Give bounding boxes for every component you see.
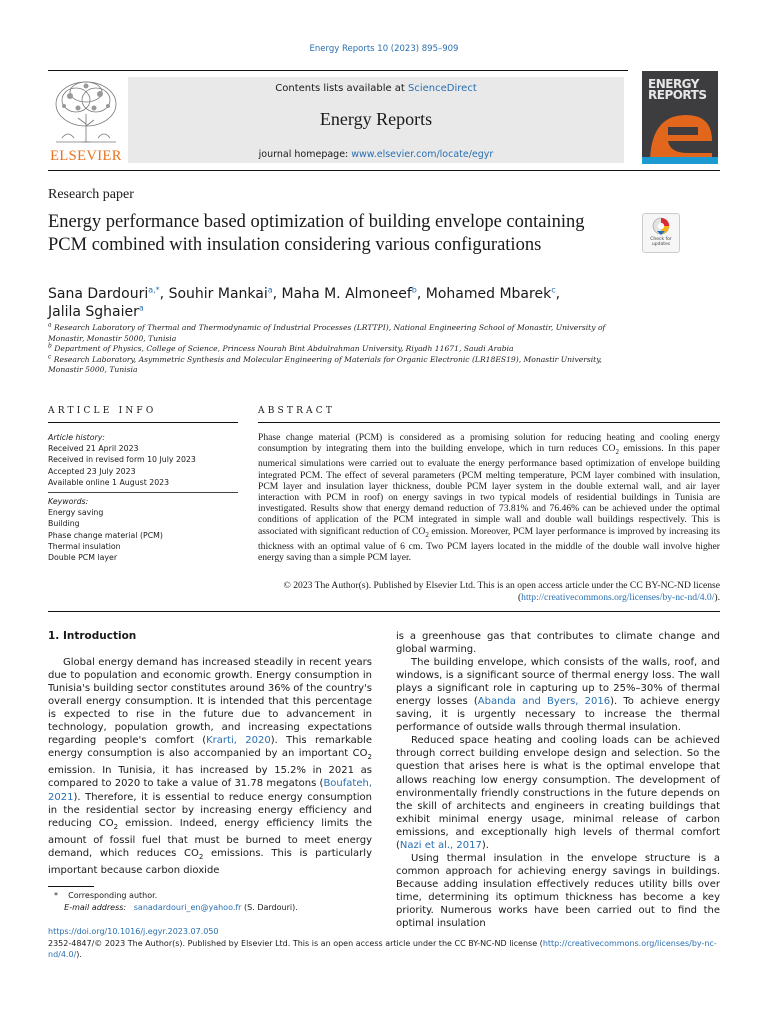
abstract-heading: ABSTRACT: [258, 406, 336, 416]
paragraph: [396, 656, 720, 734]
sciencedirect-link[interactable]: ScienceDirect: [408, 83, 477, 94]
citation-link[interactable]: Nazi et al., 2017: [399, 839, 482, 851]
affiliation-text: Department of Physics, College of Science, Princess Nourah Bint Abdulrahman University, Riyadh 11671, Saudi Arabia: [54, 344, 514, 353]
text: emissions. This is particularly important because carbon dioxide: [48, 847, 372, 876]
author-name[interactable]: Maha M. Almoneef: [281, 286, 412, 302]
author-name[interactable]: Sana Dardouri: [48, 286, 149, 302]
footnote-mark: *: [54, 891, 58, 900]
article-info-heading: ARTICLE INFO: [48, 406, 157, 416]
doi-footer: [48, 926, 720, 961]
subscript: 2: [425, 530, 429, 539]
text: ). Therefore, it is essential to reduce energy consumption in the residential sector by increasing energy efficiency and reducing CO: [48, 791, 372, 829]
article-type: Research paper: [48, 187, 134, 202]
author-affiliation-mark[interactable]: b: [411, 285, 417, 295]
affiliation-item: [48, 323, 608, 344]
keyword-item: Phase change material (PCM): [48, 530, 163, 540]
cover-title-line1: ENERGY: [648, 77, 699, 91]
history-divider: [48, 492, 238, 493]
history-item: Available online 1 August 2023: [48, 477, 170, 487]
text: emission. In Tunisia, it has increased by 15.2% in 2021 as compared to 2020 to take a value of 31.78 megatons (: [48, 765, 372, 790]
citation-link[interactable]: Krarti, 2020: [206, 735, 271, 747]
corresponding-author-note: [54, 890, 372, 902]
issn-text: 2352-4847/© 2023 The Author(s). Published by Elsevier Ltd. This is an open access article under the CC BY-NC-ND license (: [48, 938, 543, 948]
homepage-line: [128, 149, 624, 160]
author-name[interactable]: Mohamed Mbarek: [425, 286, 552, 302]
subscript: 2: [367, 753, 372, 762]
check-updates-icon: [652, 217, 670, 236]
history-label: Article history:: [48, 433, 105, 442]
keyword-item: Thermal insulation: [48, 541, 121, 551]
history-item: Received 21 April 2023: [48, 444, 139, 454]
affiliation-text: Research Laboratory, Asymmetric Synthesis and Molecular Engineering of Materials for Organic Electronic (LR18ES19), Monastir University, Monastir 5000, Tunisia: [48, 354, 602, 374]
author-affiliation-mark[interactable]: c: [551, 285, 556, 295]
footnote-rule: [48, 886, 94, 887]
article-info-rule: [48, 422, 238, 423]
license-end: ).: [714, 592, 720, 603]
check-updates-line2: updates: [651, 242, 671, 247]
abstract-bottom-rule: [48, 611, 720, 612]
abstract-license: [258, 580, 720, 604]
body-left-column: [48, 630, 372, 877]
text: Global energy demand has increased steadily in recent years due to population and economic growth. Energy consumption in Tunisia's building sector constitutes around 36% of the country's overall energy consumption. It is intended that this percentage is expected to rise in the future due to advancement in technology, population growth, and increasing expectations regarding people's comfort (: [48, 657, 372, 747]
history-item: Received in revised form 10 July 2023: [48, 455, 196, 465]
body-right-column: [396, 630, 720, 930]
elsevier-wordmark: ELSEVIER: [50, 148, 122, 164]
text: ). To achieve energy saving, it is urgently necessary to increase the thermal performance of outside walls through thermal insulation.: [396, 696, 721, 734]
subscript: 2: [198, 852, 204, 861]
keywords: [48, 496, 238, 563]
paragraph: [48, 656, 372, 877]
elsevier-logo: [48, 74, 124, 164]
subscript: 2: [113, 822, 119, 831]
cover-title: [648, 79, 714, 101]
keyword-item: Energy saving: [48, 508, 104, 518]
text: Reduced space heating and cooling loads can be achieved through correct building envelope design and selection. So the question that arises here is what is the optimal envelope that allows reaching low energy consumption. The development of environmentally friendly constructions in the future depends on the skill of architects and engineers in creating buildings that exhibit minimal energy usage, minimal release of carbon emissions, and exceptionally high levels of thermal comfort (: [396, 735, 720, 851]
corresponding-text: Corresponding author.: [68, 891, 158, 900]
keyword-item: Double PCM layer: [48, 553, 118, 563]
issn-license: [48, 938, 720, 961]
author-affiliation-mark[interactable]: a: [138, 303, 144, 313]
paragraph: [396, 734, 720, 851]
affiliation-mark: c: [48, 352, 52, 360]
check-updates-label: [643, 237, 679, 247]
email-label: E-mail address:: [64, 903, 127, 912]
author-name[interactable]: Souhir Mankai: [168, 286, 268, 302]
affiliation-mark: b: [48, 342, 52, 350]
journal-title[interactable]: Energy Reports: [319, 109, 433, 129]
abstract-part: emissions. In this paper numerical simulations were carried out to evaluate the energy performance based optimization of envelope building integrated PCM. The effect of several parameters (PCM melting temperature, PCM layer combined with insulation, PCM layer and insulation layer thickness, double PCM layer system in the double external wall, and air layer interaction with PCM in roof) on energy savings in two typical models of residential buildings in Tunisia are investigated. Results show that energy demand reduction of 73.81% and 76.46% can be achieved under the optimal conditions of application of the PCM integrated in simple wall and double wall buildings respectively. This is associated with significant reduction of CO: [258, 443, 720, 537]
footer-license-end: ).: [76, 950, 82, 959]
affiliation-item: [48, 344, 608, 355]
affiliation-text: Research Laboratory of Thermal and Thermodynamic of Industrial Processes (LRTTPI), National Engineering School of Monastir, University of Monastir, Monastir 5000, Tunisia: [48, 323, 606, 343]
check-updates-line1: Check for: [650, 237, 672, 242]
author-name[interactable]: Jalila Sghaier: [48, 304, 139, 320]
email-owner: (S. Dardouri).: [244, 903, 298, 912]
text: ).: [481, 839, 489, 851]
check-for-updates-badge[interactable]: [642, 213, 680, 253]
abstract-rule: [258, 422, 720, 423]
section-heading: 1. Introduction: [48, 630, 137, 642]
citation-link[interactable]: Abanda and Byers, 2016: [477, 696, 611, 708]
journal-cover-thumbnail[interactable]: [642, 71, 718, 164]
header-bottom-rule: [48, 170, 720, 171]
affiliation-mark: a: [48, 321, 52, 329]
journal-header-band: [128, 77, 624, 163]
text: emission. Indeed, energy efficiency limits the amount of fossil fuel that must be burned to meet energy demand, which reduces CO: [48, 817, 372, 859]
paragraph: Using thermal insulation in the envelope structure is a common approach for achieving energy savings in buildings. Because adding insulation effectively reduces utility bills over time, determining its optimum thickness has become a key priority. Numerous works have been carried out to find the optimal insulation: [396, 852, 720, 930]
author-list: Sana Dardouri$^{a,*}$, Souhir Mankai$^a$, Maha M. Almoneef$^b$, Mohamed Mbarek$^c$, Jalila Sghaier$^a$: [48, 285, 561, 320]
author-affiliation-mark[interactable]: a: [267, 285, 273, 295]
journal-homepage-link[interactable]: www.elsevier.com/locate/egyr: [351, 149, 494, 160]
text: The building envelope, which consists of the walls, roof, and windows, is a significant source of thermal energy loss. The wall plays a significant role in capturing up to 25%–30% of thermal energy losses (: [396, 657, 720, 708]
homepage-prefix: journal homepage:: [258, 149, 352, 160]
email-note: [54, 902, 372, 914]
subscript: 2: [615, 448, 619, 457]
affiliation-item: [48, 352, 608, 376]
footnote: [54, 890, 372, 914]
contents-prefix: Contents lists available at: [275, 83, 409, 94]
history-item: Accepted 23 July 2023: [48, 466, 136, 476]
author-affiliation-mark[interactable]: a,*: [148, 285, 160, 295]
contents-line: [128, 83, 624, 94]
license-text: © 2023 The Author(s). Published by Elsevier Ltd. This is an open access article under the CC BY-NC-ND license (: [283, 580, 720, 603]
citation-link[interactable]: Boufateh, 2021: [48, 778, 372, 803]
article-title: Energy performance based optimization of building envelope containing PCM combined with insulation considering various configurations: [48, 212, 585, 255]
doi-link[interactable]: https://doi.org/10.1016/j.egyr.2023.07.050: [48, 927, 219, 936]
journal-citation[interactable]: Energy Reports 10 (2023) 895–909: [309, 44, 459, 54]
text: ). This remarkable energy consumption is also accompanied by an important CO: [48, 735, 372, 760]
abstract-part: emission. Moreover, PCM layer performance is improved by increasing its thickness with an optimal value of 6 cm. Two PCM layers located in the middle of the double wall involve higher energy saving than a simple PCM layer.: [258, 525, 720, 563]
header-top-rule: [48, 70, 628, 71]
article-history: [48, 432, 238, 488]
keywords-label: Keywords:: [48, 497, 89, 506]
abstract-text: [258, 432, 720, 563]
abstract-part: Phase change material (PCM) is considered as a promising solution for reducing heating and cooling energy consumption by integrating them into the building envelope, which in turn reduces CO: [258, 432, 720, 455]
cover-title-line2: REPORTS: [648, 88, 707, 102]
email-link[interactable]: sanadardouri_en@yahoo.fr: [133, 903, 242, 912]
affiliations: [48, 323, 608, 376]
license-link[interactable]: http://creativecommons.org/licenses/by-nc-nd/4.0/: [521, 592, 715, 603]
footer-license-link[interactable]: http://creativecommons.org/licenses/by-nc-nd/4.0/: [48, 938, 717, 959]
cover-e-graphic: [642, 103, 718, 164]
paragraph: is a greenhouse gas that contributes to climate change and global warming.: [396, 631, 720, 656]
keyword-item: Building: [48, 519, 80, 529]
